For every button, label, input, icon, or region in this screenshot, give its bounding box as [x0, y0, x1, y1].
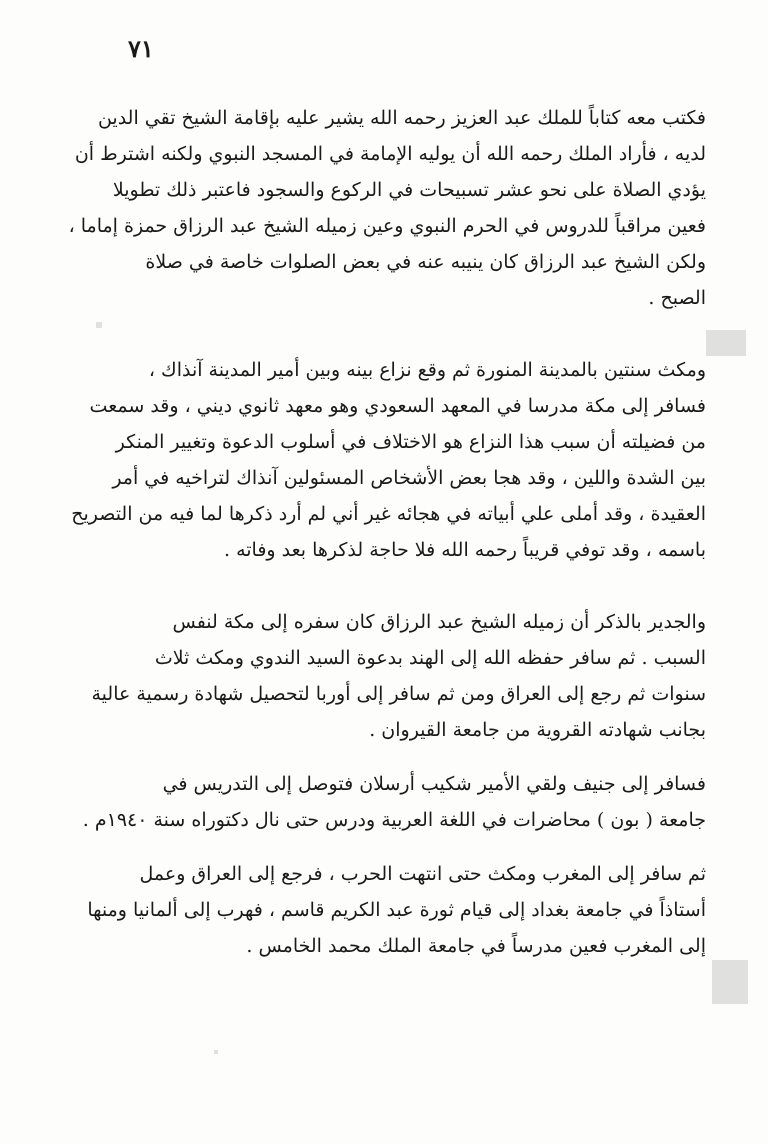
- text-line: ومكث سنتين بالمدينة المنورة ثم وقع نزاع بينه وبين أمير المدينة آنذاك ،: [148, 359, 706, 381]
- text-line: جامعة ( بون ) محاضرات في اللغة العربية ودرس حتى نال دكتوراه سنة ١٩٤٠م .: [82, 809, 706, 831]
- text-line: فكتب معه كتاباً للملك عبد العزيز رحمه الله يشير عليه بإقامة الشيخ تقي الدين: [97, 107, 706, 129]
- text-line: يؤدي الصلاة على نحو عشر تسبيحات في الركوع والسجود فاعتبر ذلك تطويلا: [112, 179, 706, 201]
- text-line: بجانب شهادته القروية من جامعة القيروان .: [369, 719, 706, 741]
- text-line: فسافر إلى مكة مدرسا في المعهد السعودي وهو معهد ثانوي ديني ، وقد سمعت: [89, 395, 706, 417]
- text-line: بين الشدة واللين ، وقد هجا بعض الأشخاص المسئولين آنذاك لتراخيه في أمر: [112, 467, 706, 489]
- text-line: العقيدة ، وقد أملى علي أبياته في هجائه غير أني لم أرد ذكرها لما فيه من التصريح: [71, 503, 706, 525]
- text-line: فسافر إلى جنيف ولقي الأمير شكيب أرسلان فتوصل إلى التدريس في: [162, 773, 706, 795]
- scan-speck: [214, 1050, 218, 1054]
- paragraph-1: [68, 100, 706, 316]
- scan-speck: [712, 960, 748, 1004]
- text-line: أستاذاً في جامعة بغداد إلى قيام ثورة عبد الكريم قاسم ، فهرب إلى ألمانيا ومنها: [87, 899, 706, 921]
- paragraph-4: [82, 766, 706, 838]
- scan-speck: [706, 330, 746, 356]
- paragraph-3: [86, 604, 706, 748]
- text-line: من فضيلته أن سبب هذا النزاع هو الاختلاف في أسلوب الدعوة وتغيير المنكر: [115, 431, 706, 453]
- paragraph-5: [86, 856, 706, 964]
- text-line: سنوات ثم رجع إلى العراق ومن ثم سافر إلى أوربا لتحصيل شهادة رسمية عالية: [91, 683, 706, 705]
- text-line: الصبح .: [648, 287, 706, 309]
- scan-speck: [96, 322, 102, 328]
- text-line: فعين مراقباً للدروس في الحرم النبوي وعين زميله الشيخ عبد الرزاق حمزة إماما ،: [68, 215, 706, 237]
- text-line: إلى المغرب فعين مدرساً في جامعة الملك محمد الخامس .: [246, 935, 706, 957]
- page-number: ٧١: [128, 34, 154, 63]
- text-line: باسمه ، وقد توفي قريباً رحمه الله فلا حاجة لذكرها بعد وفاته .: [223, 539, 706, 561]
- text-line: لديه ، فأراد الملك رحمه الله أن يوليه الإمامة في المسجد النبوي ولكنه اشترط أن: [74, 143, 706, 165]
- text-line: ولكن الشيخ عبد الرزاق كان ينيبه عنه في بعض الصلوات خاصة في صلاة: [145, 251, 706, 273]
- paragraph-2: [71, 352, 706, 568]
- text-line: السبب . ثم سافر حفظه الله إلى الهند بدعوة السيد الندوي ومكث ثلاث: [154, 647, 706, 669]
- text-line: ثم سافر إلى المغرب ومكث حتى انتهت الحرب ، فرجع إلى العراق وعمل: [139, 863, 706, 885]
- text-line: والجدير بالذكر أن زميله الشيخ عبد الرزاق كان سفره إلى مكة لنفس: [172, 611, 706, 633]
